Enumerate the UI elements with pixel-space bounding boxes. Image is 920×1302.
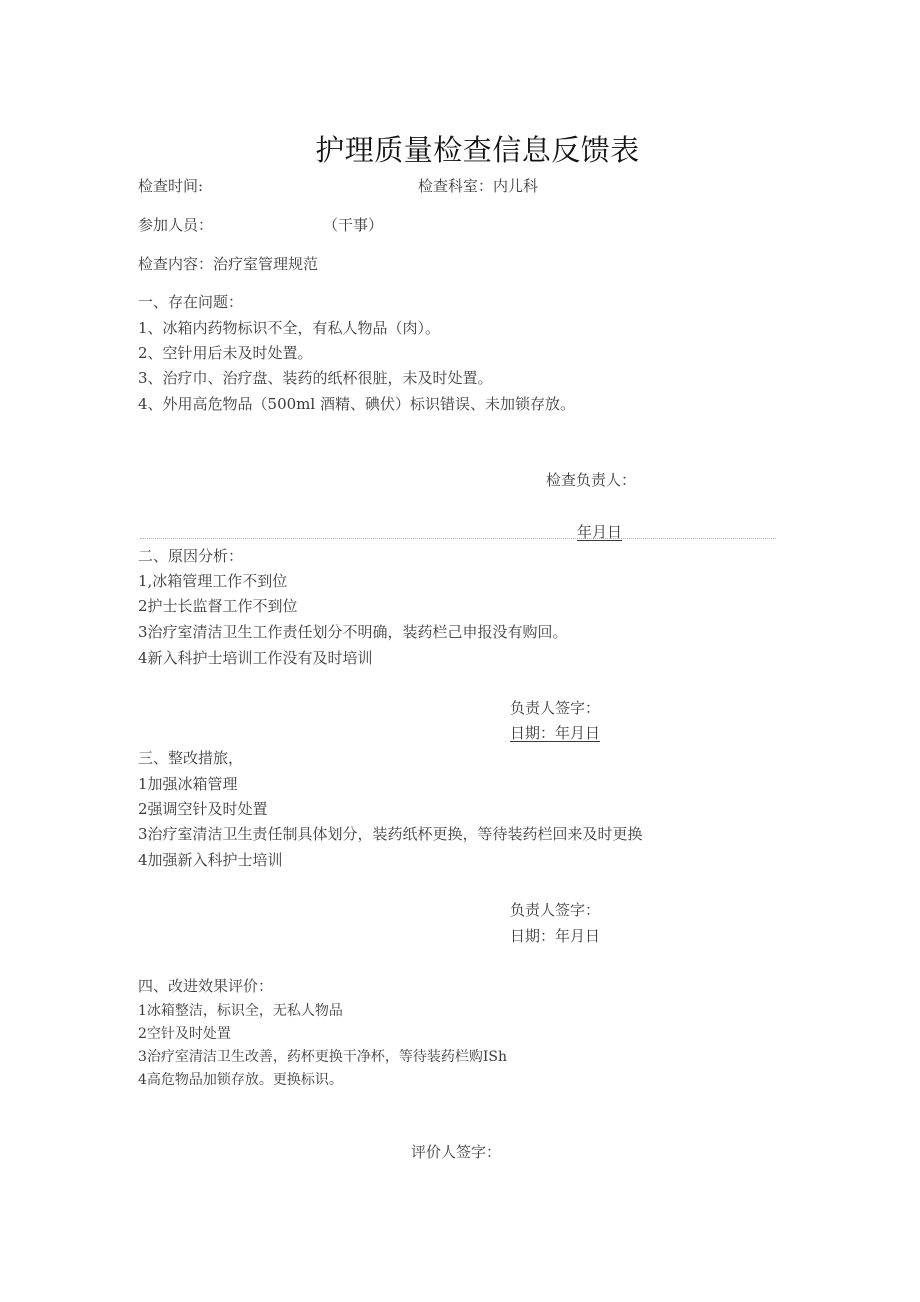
section3-item: 2强调空针及时处置 xyxy=(138,800,268,818)
section1-responsible: 检查负责人： xyxy=(546,471,637,489)
section3-signature: 负责人签字： xyxy=(510,901,601,919)
check-time-label: 检查时间: xyxy=(138,177,204,195)
section3-date: 日期：年月日 xyxy=(510,927,601,945)
section1-item: 4、外用高危物品（500ml 酒精、碘伏）标识错误、未加锁存放。 xyxy=(138,395,575,413)
section3-heading: 三、整改措旅， xyxy=(138,749,244,767)
participants-label: 参加人员： xyxy=(138,216,214,234)
section4-item: 2空针及时处置 xyxy=(138,1026,231,1042)
section3-item: 4加强新入科护士培训 xyxy=(138,851,283,869)
section2-item: 2护士长监督工作不到位 xyxy=(138,597,298,615)
section4-item: 4高危物品加锁存放。更换标识。 xyxy=(138,1072,343,1088)
section4-item: 3治疗室清洁卫生改善，药杯更换干净杯，等待装药栏购ISh xyxy=(138,1049,508,1065)
section1-date: 年月日 xyxy=(577,523,623,541)
section2-signature: 负责人签字： xyxy=(510,699,601,717)
section2-date: 日期：年月日 xyxy=(510,724,601,742)
section1-item: 3、治疗巾、治疗盘、装药的纸杯很脏，未及时处置。 xyxy=(138,369,493,387)
section1-item: 1、冰箱内药物标识不全，有私人物品（肉）。 xyxy=(138,319,441,337)
section3-item: 1加强冰箱管理 xyxy=(138,775,238,793)
evaluator-signature: 评价人签字： xyxy=(411,1143,502,1161)
section3-item: 3治疗室清洁卫生责任制具体划分，装药纸杯更换，等待装药栏回来及时更换 xyxy=(138,825,643,843)
check-content-label: 检查内容：治疗室管理规范 xyxy=(138,255,319,273)
participants-role: （干事） xyxy=(323,216,384,234)
section1-heading: 一、存在问题： xyxy=(138,293,244,311)
section2-item: 3治疗室清洁卫生工作责任划分不明确，装药栏己申报没有购回。 xyxy=(138,623,568,641)
section1-item: 2、空针用后未及时处置。 xyxy=(138,344,313,362)
section4-item: 1冰箱整洁，标识全，无私人物品 xyxy=(138,1003,343,1019)
check-dept-label: 检查科室：内儿科 xyxy=(418,177,539,195)
dotted-divider xyxy=(140,538,776,539)
page-title: 护理质量检查信息反馈表 xyxy=(315,133,640,167)
section4-heading: 四、改进效果评价： xyxy=(138,977,274,995)
section2-item: 1,冰箱管理工作不到位 xyxy=(138,572,288,590)
section2-item: 4新入科护士培训工作没有及时培训 xyxy=(138,649,373,667)
section2-heading: 二、原因分析： xyxy=(138,547,244,565)
